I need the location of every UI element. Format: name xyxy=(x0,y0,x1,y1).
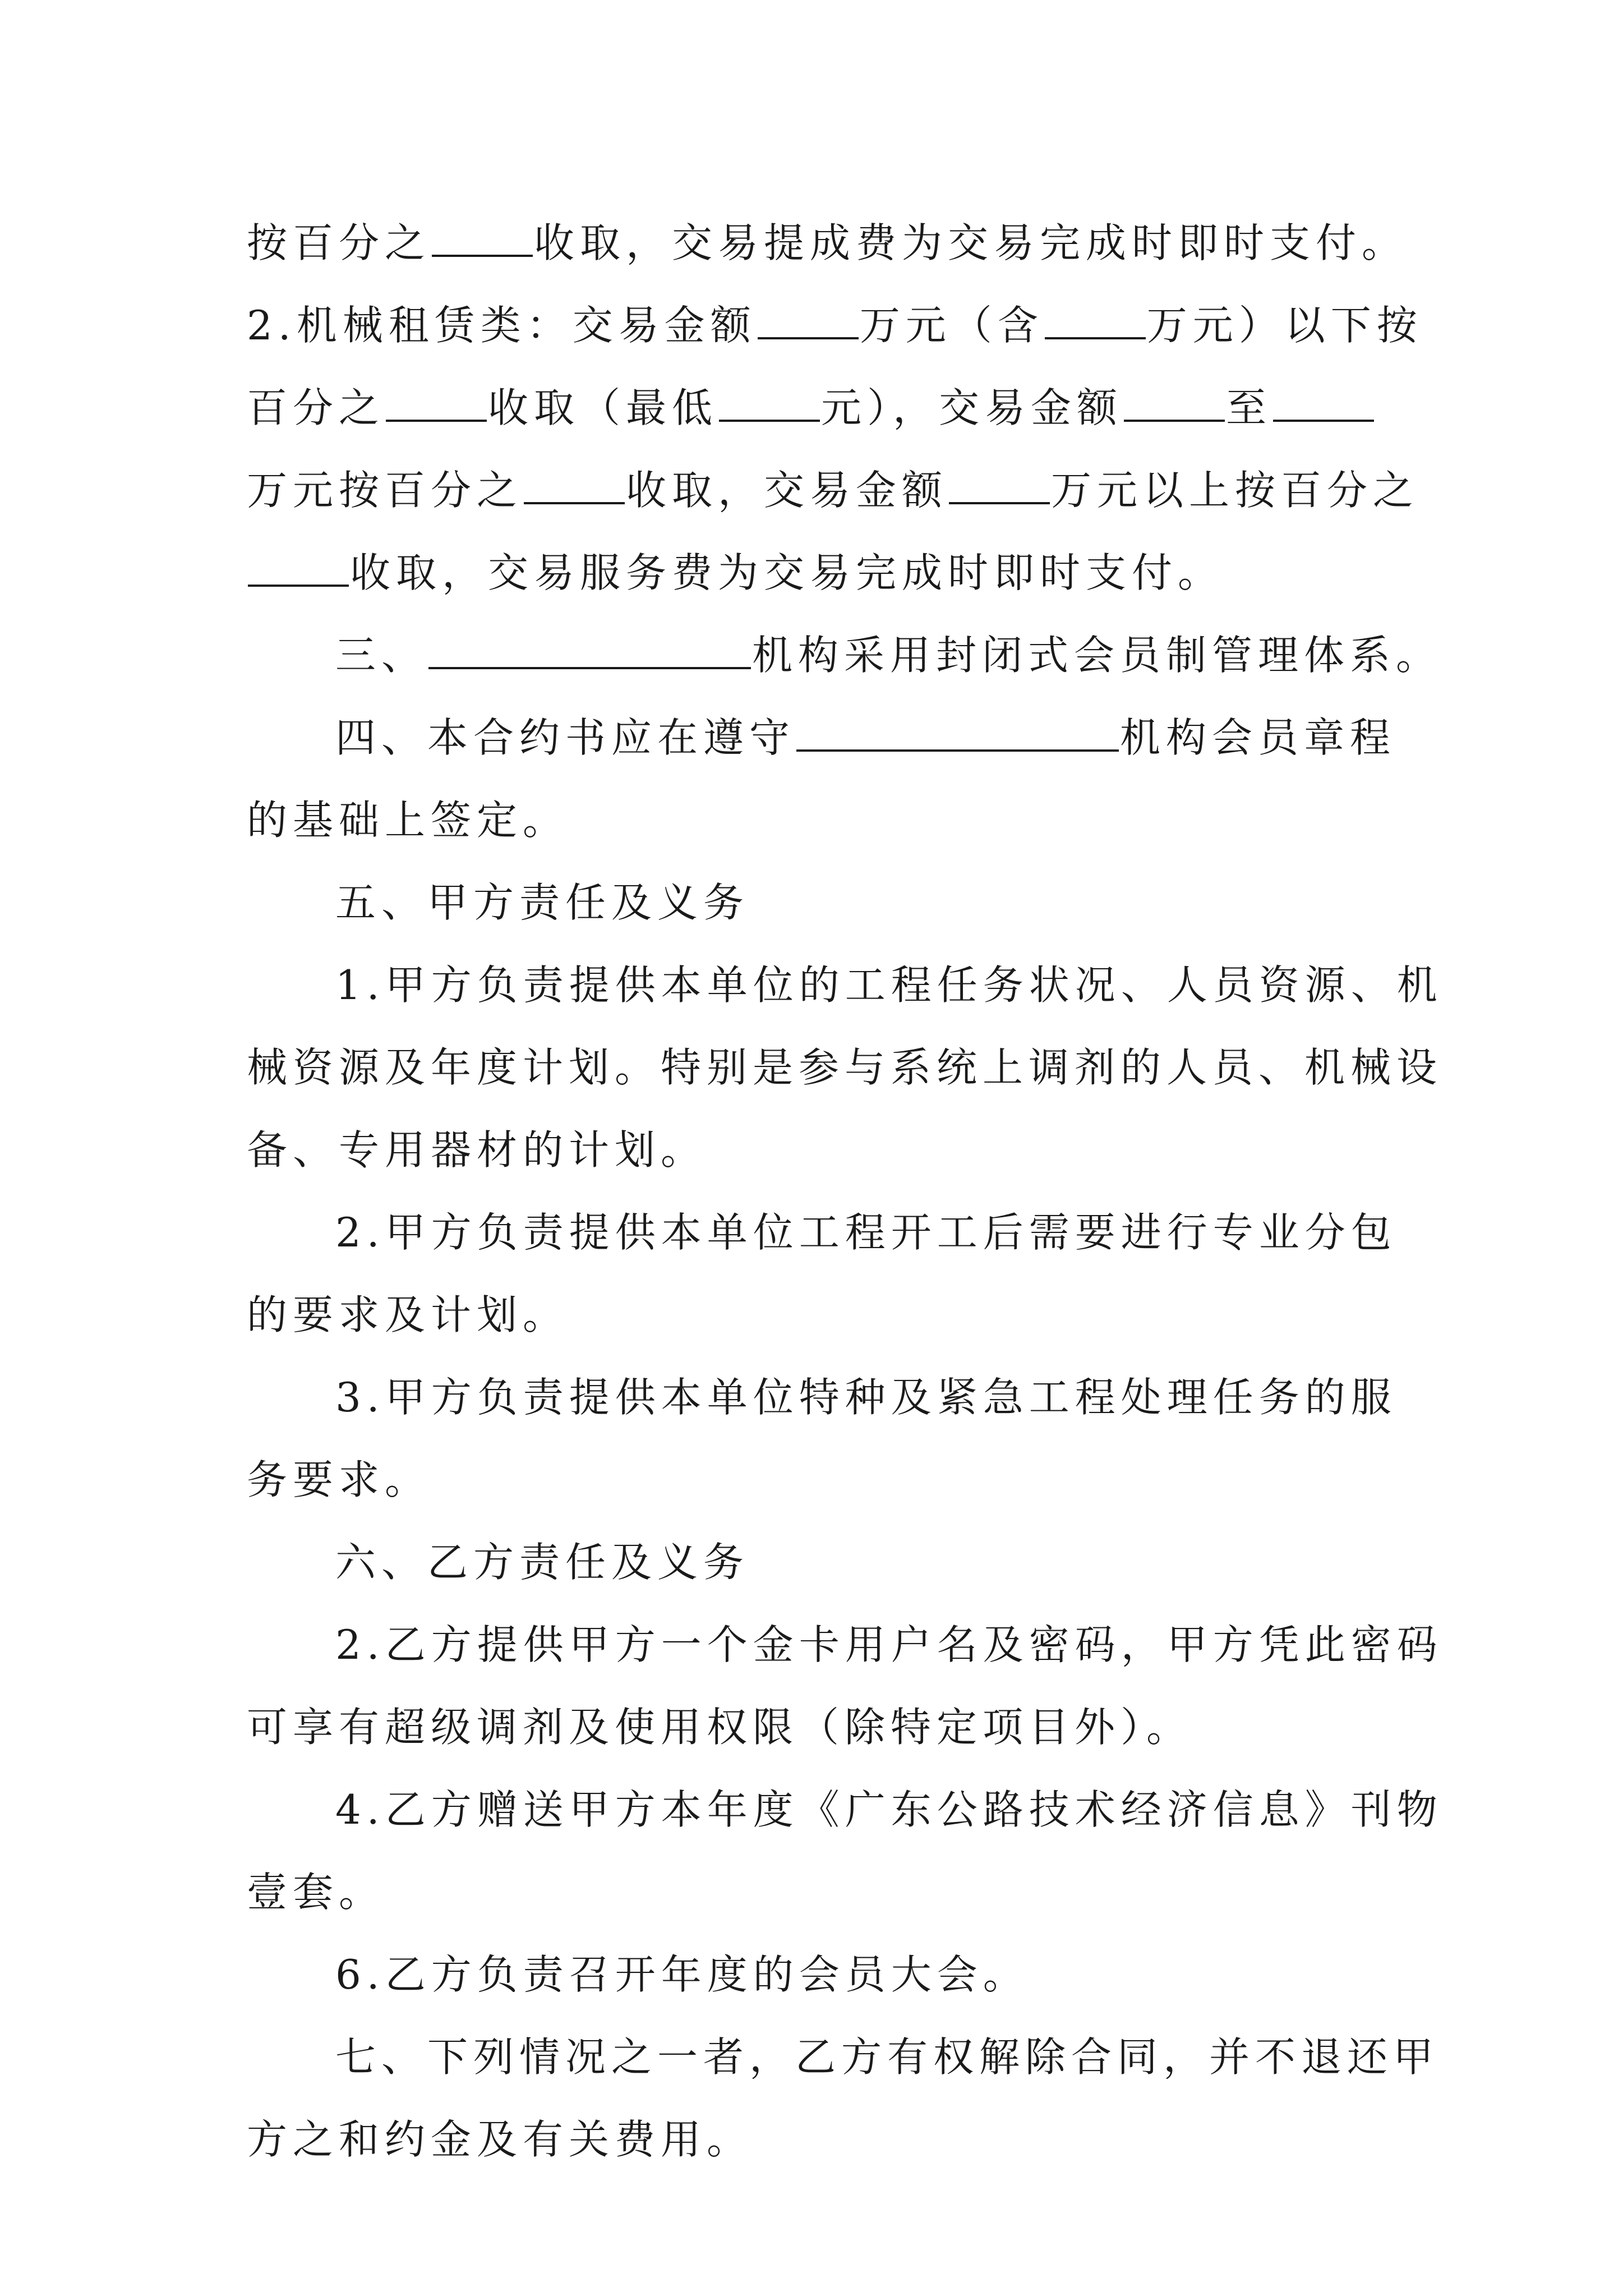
line-text: 收取（最低 xyxy=(488,384,718,431)
fill-blank xyxy=(524,461,625,504)
text-line: 的要求及计划。 xyxy=(247,1291,569,1338)
text-line: 壹套。 xyxy=(247,1869,385,1916)
line-text: 收取，交易金额 xyxy=(626,467,948,514)
fill-blank xyxy=(1273,378,1374,422)
text-line xyxy=(247,377,1391,461)
text-line: 1.甲方负责提供本单位的工程任务状况、人员资源、机 xyxy=(335,961,1443,1009)
fill-blank xyxy=(428,625,751,669)
text-line: 械资源及年度计划。特别是参与系统上调剂的人员、机械设 xyxy=(247,1044,1443,1091)
line-text: 按百分之 xyxy=(247,219,431,266)
text-line: 4.乙方赠送甲方本年度《广东公路技术经济信息》刊物 xyxy=(335,1786,1443,1833)
text-line: 2.甲方负责提供本单位工程开工后需要进行专业分包 xyxy=(335,1209,1397,1256)
fill-blank xyxy=(796,708,1119,752)
section-heading: 五、甲方责任及义务 xyxy=(335,879,750,926)
text-line: 6.乙方负责召开年度的会员大会。 xyxy=(335,1951,1029,1998)
line-text: 万元（含 xyxy=(859,302,1044,349)
text-line: 3.甲方负责提供本单位特种及紧急工程处理任务的服 xyxy=(335,1374,1397,1421)
line-text: 万元以上按百分之 xyxy=(1051,467,1419,514)
line-text: 万元）以下按 xyxy=(1146,302,1423,349)
line-text: 四、本合约书应在遵守 xyxy=(335,714,796,761)
line-text: 机构会员章程 xyxy=(1120,714,1396,761)
text-line xyxy=(335,707,1479,791)
text-line xyxy=(247,212,1408,296)
fill-blank xyxy=(248,543,349,587)
fill-blank xyxy=(432,213,533,257)
fill-blank xyxy=(949,461,1050,504)
text-line xyxy=(247,295,1423,379)
text-line: 七、下列情况之一者，乙方有权解除合同，并不退还甲 xyxy=(335,2033,1440,2081)
fill-blank xyxy=(1124,378,1225,422)
text-line: 的基础上签定。 xyxy=(247,797,569,844)
text-line: 2.乙方提供甲方一个金卡用户名及密码，甲方凭此密码 xyxy=(335,1621,1443,1668)
text-line: 备、专用器材的计划。 xyxy=(247,1126,707,1174)
fill-blank xyxy=(758,296,859,339)
fill-blank xyxy=(1045,296,1146,339)
text-line xyxy=(335,624,1479,708)
line-text: 三、 xyxy=(335,632,428,679)
text-line: 务要求。 xyxy=(247,1456,431,1503)
line-text: 百分之 xyxy=(247,384,385,431)
line-text: 收取，交易服务费为交易完成时即时支付。 xyxy=(350,549,1224,596)
fill-blank xyxy=(719,378,820,422)
line-text: 机构采用封闭式会员制管理体系。 xyxy=(752,632,1442,679)
text-line xyxy=(247,459,1419,544)
fill-blank xyxy=(386,378,487,422)
line-text: 2.机械租赁类：交易金额 xyxy=(247,302,757,349)
text-line xyxy=(247,542,1391,626)
section-heading: 六、乙方责任及义务 xyxy=(335,1539,750,1586)
line-text: 至 xyxy=(1226,384,1272,431)
line-text: 元），交易金额 xyxy=(821,384,1123,431)
line-text: 万元按百分之 xyxy=(247,467,523,514)
text-line: 方之和约金及有关费用。 xyxy=(247,2116,753,2163)
line-text: 收取，交易提成费为交易完成时即时支付。 xyxy=(534,219,1408,266)
text-line: 可享有超级调剂及使用权限（除特定项目外）。 xyxy=(247,1704,1193,1751)
